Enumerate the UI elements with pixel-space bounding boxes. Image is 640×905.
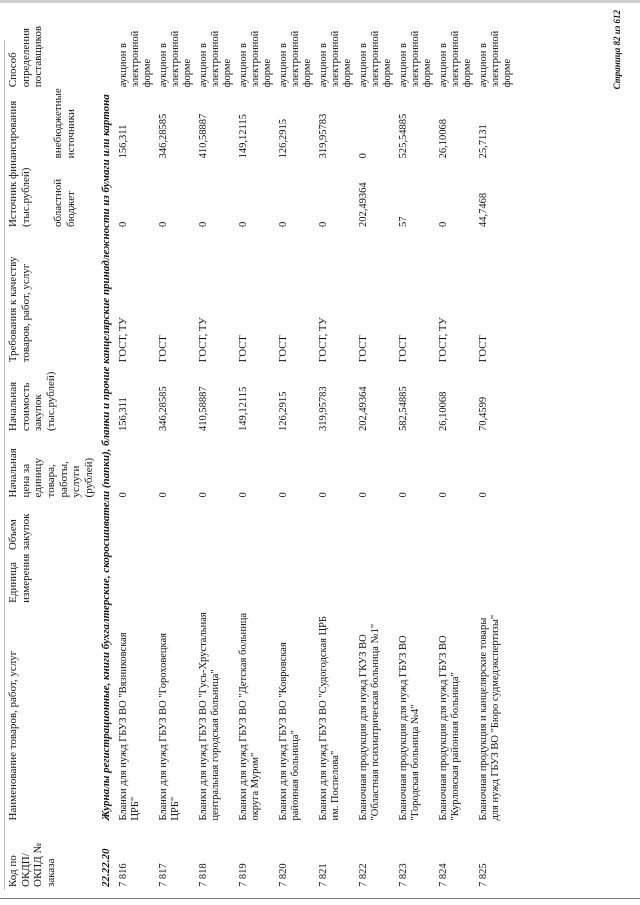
row-initial-cost: 319,95783 (318, 386, 330, 431)
row-requirements: ГОСТ, ТУ (318, 317, 330, 363)
table-row (157, 10, 197, 890)
table-row (197, 10, 237, 890)
row-volume (117, 500, 157, 553)
row-method: аукцион в электронной форме (438, 30, 474, 88)
header-initial-cost: Начальная стоимость закупок (тыс.рублей) (7, 371, 57, 431)
header-funding-regional: областной бюджет (52, 178, 77, 228)
row-name: Бланки для нужд ГБУЗ ВО "Ковровская районная больница" (278, 642, 302, 821)
row-method: аукцион в электронной форме (278, 30, 314, 88)
row-volume (437, 500, 477, 553)
row-funding-extra: 156,311 (118, 124, 130, 159)
row-funding-extra: 346,28585 (158, 113, 170, 159)
row-unit (317, 553, 357, 606)
row-price: 0 (118, 492, 130, 498)
row-code: 7 816 (118, 863, 130, 887)
row-funding-regional: 57 (398, 216, 410, 228)
header-unit-price: Начальная цена за единицу товара, работы, услуги (рублей) (7, 448, 95, 498)
table-row (397, 10, 437, 890)
row-volume (357, 500, 397, 553)
row-code: 7 819 (238, 863, 250, 887)
row-price: 0 (158, 492, 170, 498)
row-requirements: ГОСТ (278, 335, 290, 363)
row-code: 7 822 (358, 863, 370, 887)
row-method: аукцион в электронной форме (198, 30, 234, 88)
header-funding: Источник финансирования (тыс.рублей) (7, 100, 32, 228)
row-funding-extra: 149,12115 (238, 114, 250, 159)
row-price: 0 (198, 492, 210, 498)
row-requirements: ГОСТ, ТУ (198, 317, 210, 363)
table-row (277, 10, 317, 890)
row-volume (477, 500, 517, 553)
row-name: Бланки для нужд ГБУЗ ВО "Гороховецкая ЦРБ" (158, 633, 182, 821)
row-method: аукцион в электронной форме (478, 30, 514, 88)
row-requirements: ГОСТ, ТУ (438, 317, 450, 363)
row-name: Бланки для нужд ГБУЗ ВО "Судогодская ЦРБ им. Поспелова" (318, 615, 342, 821)
row-volume (397, 500, 437, 553)
table-row (317, 10, 357, 890)
row-unit (437, 553, 477, 606)
row-funding-regional: 202,49364 (358, 182, 370, 228)
row-funding-regional: 44,7468 (478, 192, 490, 228)
row-initial-cost: 70,4599 (478, 396, 490, 431)
row-price: 0 (238, 492, 250, 498)
row-funding-regional: 0 (318, 221, 330, 228)
row-price: 0 (358, 492, 370, 498)
row-funding-extra: 410,58887 (198, 113, 210, 159)
row-volume (237, 500, 277, 553)
row-name: Бланки для нужд ГБУЗ ВО "Гусь-Хрустальная центральная городская больница" (198, 612, 222, 821)
table-row (117, 10, 157, 890)
row-requirements: ГОСТ (358, 335, 370, 363)
row-price: 0 (398, 492, 410, 498)
row-name: Бланочная продукция для нужд ГБУЗ ВО "Курловская районная больница" (438, 635, 462, 821)
page-footer: Страница 82 из 612 (612, 10, 622, 90)
header-unit: Единица измерения (7, 553, 32, 603)
row-name: Бланочная продукция для нужд ГБУЗ ВО "Городская больница №4" (398, 635, 422, 821)
row-method: аукцион в электронной форме (158, 30, 194, 88)
row-initial-cost: 156,311 (118, 397, 130, 431)
row-name: Бланочная продукция и канцелярские товары для нужд ГБУЗ ВО "Бюро судмедэкспертизы" (478, 614, 502, 821)
header-name: Наименование товаров, работ, услуг (7, 650, 19, 821)
row-price: 0 (318, 492, 330, 498)
header-method: Способ определения поставщиков (7, 25, 45, 88)
row-funding-regional: 0 (278, 221, 290, 228)
row-unit (197, 553, 237, 606)
header-code: Код по ОКДП/ ОКПД № заказа (7, 843, 57, 887)
row-code: 7 820 (278, 863, 290, 887)
row-funding-extra: 126,2915 (278, 118, 290, 159)
header-funding-extra: внебюджетные источники (52, 88, 77, 159)
row-initial-cost: 346,28585 (158, 386, 170, 431)
row-price: 0 (478, 492, 490, 498)
row-code: 7 818 (198, 863, 210, 887)
row-funding-regional: 0 (438, 221, 450, 228)
row-method: аукцион в электронной форме (398, 30, 434, 88)
row-method: аукцион в электронной форме (118, 30, 154, 88)
row-volume (157, 500, 197, 553)
row-name: Бланочная продукция для нужд ГКУЗ ВО "Областная психиатрическая больница №1" (358, 623, 382, 821)
row-method: аукцион в электронной форме (358, 30, 394, 88)
row-requirements: ГОСТ (398, 335, 410, 363)
row-code: 7 817 (158, 863, 170, 887)
row-funding-regional: 0 (198, 221, 210, 228)
row-volume (277, 500, 317, 553)
row-method: аукцион в электронной форме (238, 30, 274, 88)
row-method: аукцион в электронной форме (318, 30, 354, 88)
row-name: Бланки для нужд ГБУЗ ВО "Вязниковская ЦРБ" (118, 632, 142, 821)
row-price: 0 (438, 492, 450, 498)
row-unit (397, 553, 437, 606)
group-title: Журналы регистрационные, книги бухгалтерские, скоросшиватели (папки), бланки и прочие канцелярские принадлежности из бумаги или картона (100, 94, 113, 821)
row-unit (357, 553, 397, 606)
table-row (437, 10, 477, 890)
row-funding-extra: 25,7131 (478, 124, 490, 159)
row-code: 7 825 (478, 863, 490, 887)
row-initial-cost: 26,10068 (438, 391, 450, 431)
table-row (357, 10, 397, 890)
table-row (477, 10, 517, 890)
row-initial-cost: 126,2915 (278, 391, 290, 431)
row-requirements: ГОСТ, ТУ (118, 317, 130, 363)
row-requirements: ГОСТ (478, 335, 490, 363)
row-code: 7 821 (318, 863, 330, 887)
row-price: 0 (278, 492, 290, 498)
row-funding-regional: 0 (238, 221, 250, 228)
row-name: Бланки для нужд ГБУЗ ВО "Детская больница округа Муром" (238, 613, 262, 821)
row-code: 7 824 (438, 863, 450, 887)
row-unit (157, 553, 197, 606)
group-row (96, 10, 117, 890)
row-funding-regional: 0 (158, 221, 170, 228)
row-requirements: ГОСТ (158, 335, 170, 363)
group-code: 22.22.20 (100, 848, 113, 887)
row-funding-extra: 525,54885 (398, 113, 410, 159)
header-row (6, 10, 51, 890)
row-funding-extra: 319,95783 (318, 113, 330, 159)
row-code: 7 823 (398, 863, 410, 887)
row-initial-cost: 202,49364 (358, 386, 370, 431)
row-volume (197, 500, 237, 553)
header-volume: Объем закупок (7, 513, 32, 551)
procurement-table (6, 10, 517, 890)
row-unit (477, 553, 517, 606)
header-requirements: Требования к качеству товаров, работ, услуг (7, 256, 32, 363)
row-unit (277, 553, 317, 606)
row-initial-cost: 582,54885 (398, 386, 410, 431)
table-row (237, 10, 277, 890)
row-funding-extra: 26,10068 (438, 118, 450, 159)
row-initial-cost: 149,12115 (238, 386, 250, 431)
row-unit (117, 553, 157, 606)
row-unit (237, 553, 277, 606)
row-funding-extra: 0 (358, 153, 370, 159)
row-funding-regional: 0 (118, 221, 130, 228)
row-requirements: ГОСТ (238, 335, 250, 363)
row-initial-cost: 410,58887 (198, 386, 210, 431)
row-volume (317, 500, 357, 553)
